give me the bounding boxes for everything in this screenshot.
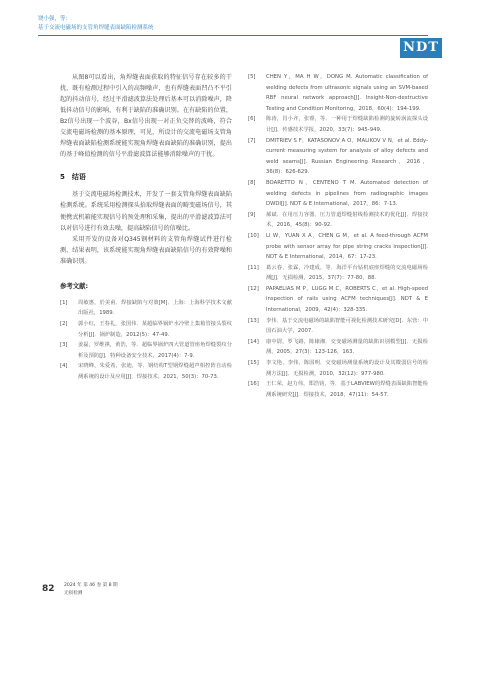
reference-list	[60, 298, 232, 383]
left-column	[60, 72, 232, 383]
reference-text: DMITRIEV S F，KATASONOV A O，MALIKOV V N，et al. Eddy-current measuring system for analysis of alloy defects and weld seams[J]. Russian Engineering Research，2016，36(8)：626-629.	[266, 137, 428, 176]
reference-item	[248, 210, 428, 231]
reference-number: [6]	[248, 116, 256, 123]
reference-list	[248, 72, 428, 400]
reference-number: [8]	[248, 179, 256, 186]
reference-text: PAPAELIAS M P，LUGG M C，ROBERTS C，et al. High-speed inspection of rails using ACFM techniques[J]. NDT & E International，2009，42(4)：328-335.	[266, 285, 428, 314]
reference-number: [15]	[248, 360, 259, 367]
reference-item	[248, 316, 428, 337]
conclusion-paragraph: 采用开发的设备对Q345钢材料的支管角焊缝试件进行检测，结果表明，该系统能实现角焊缝表面缺陷信号的有效降噪和准确识别。	[60, 235, 232, 265]
reference-number: [4]	[60, 363, 68, 370]
reference-text: BOARETTO N，CENTENO T M. Automated detection of welding defects in pipelines from radiographic images DWDI[J]. NDT & E International，2017，86：7-13.	[266, 179, 428, 208]
reference-item	[248, 114, 428, 135]
reference-text: 李伟．基于交流电磁场的缺陷智能可视化检测技术研究[D]．东营：中国石油大学，2007.	[266, 317, 428, 335]
reference-text: 康中尉，罗飞路，陈棣湘．交变磁场测量的缺陷识别模型[J]．无损检测，2005，27(3)：123-126，163.	[266, 338, 428, 356]
page-footer	[42, 583, 118, 596]
reference-number: [16]	[248, 381, 259, 388]
reference-number: [5]	[248, 74, 256, 80]
reference-number: [1]	[60, 299, 68, 306]
reference-text: 王仁荣，赵力伟，郑浩钧，等．基于LABVIEW的焊缝表面缺陷智能检测系统研究[J]．焊接技术，2018，47(11)：54-57.	[266, 381, 428, 398]
reference-number: [9]	[248, 211, 256, 218]
reference-text: 姜磊，罗维祺，黄浩，等．超临界锅炉四大管道管座角焊缝裂纹分析及预防[J]．特种设备安全技术，2017(4)：7-9.	[78, 342, 232, 359]
reference-text: LI W，YUAN X A，CHEN G M，et al. A feed-through ACFM probe with sensor array for pipe string cracks inspection[J]. NDT & E International，2014，67：17-23.	[266, 232, 428, 261]
reference-number: [12]	[248, 285, 259, 292]
reference-item	[248, 72, 428, 114]
reference-item	[248, 136, 428, 178]
header-rule	[38, 35, 428, 36]
running-title: 基于交流电磁场的支管角焊缝表面缺陷检测系统	[38, 25, 154, 31]
reference-item	[248, 337, 428, 358]
reference-item	[60, 319, 232, 340]
reference-number: [2]	[60, 320, 68, 327]
reference-item	[248, 263, 428, 284]
running-authors: 饶小强，等：	[38, 16, 72, 22]
journal-name: 无损检测	[64, 591, 83, 596]
reference-number: [10]	[248, 232, 259, 239]
reference-item	[248, 178, 428, 210]
conclusion-paragraph: 基于交流电磁场检测技术，开发了一套支管角焊缝表面缺陷检测系统。系统采用检测探头拾取焊缝表面的畸变磁场信号，其便携式机箱能实现信号的预处理和采集，提出的平滑滤波算法可以对信号进行有效去噪，提高缺陷信号的信噪比。	[60, 191, 232, 232]
references-heading: 参考文献:	[60, 281, 89, 290]
page-number: 82	[42, 584, 55, 594]
reference-item	[248, 284, 428, 316]
reference-text: 宋晓峰，朱爱希，张迪，等．钢结构T型钢焊缝超声相控阵自动检测系统的设计及应用[J]．焊接技术，2021，50(3)：70-73.	[78, 363, 232, 380]
section-heading: 5 结语	[60, 173, 86, 182]
reference-item	[248, 379, 428, 400]
journal-logo: NDT	[400, 38, 442, 58]
reference-text: 陈涛，肖小齐，张睿，等．一种用于焊缝缺陷检测的旋转涡流探头设计[J]．传感技术学报，2020，33(7)：945-949.	[266, 116, 428, 133]
reference-text: 葛云春，张霖，冷建成，等．海洋平台钻机底座焊缝的交流电磁场检测[J]．无损检测，2015，37(7)：77-80，88.	[266, 264, 428, 282]
right-column	[248, 72, 428, 400]
reference-item	[60, 298, 232, 319]
reference-number: [11]	[248, 264, 259, 271]
reference-number: [7]	[248, 137, 256, 144]
reference-item	[60, 361, 232, 382]
reference-item	[248, 231, 428, 263]
issue-info: 2024 年 第 46 卷 第 8 期	[64, 583, 118, 588]
reference-item	[248, 358, 428, 379]
reference-text: CHEN Y，MA H W，DONG M. Automatic classification of welding defects from ultrasonic signals using an SVM-based RBF neural network approach[J]. Insight-Non-destructive Testing and Condition Monitoring，2018，60(4)：194-199.	[266, 74, 428, 112]
reference-number: [13]	[248, 317, 259, 324]
reference-text: 周敏惠，於美甫．焊接缺陷与对策[M]．上海：上海科学技术文献出版社，1989.	[78, 299, 232, 317]
reference-text: 郭小红，王春礼，张国伟．某超临界锅炉水冷壁上集箱管接头裂纹分析[J]．锅炉制造，2012(5)：47-49.	[78, 320, 232, 338]
reference-text: 李文艳，李伟，陈国明．交变磁场测量系统的设计及其微弱信号的检测方法[J]．无损检测，2010，32(12)：977-980.	[266, 360, 428, 377]
reference-number: [3]	[60, 342, 68, 349]
reference-text: 郝斌．在用压力容器、压力管道焊缝射线检测技术的优化[J]．焊接技术，2016，45(8)：90-92.	[266, 211, 428, 229]
body-paragraph: 从图8可以看出，角焊缝表面获取的特征信号存在较多的干扰，既有检测过程中引入的高频噪声，也有焊缝表面凹凸不平引起的抖动信号，经过平滑滤波算法处理后基本可以消除噪声，降低抖动信号的影响，有利于缺陷的准确识别。在有缺陷的位置，Bz信号出现一个波谷，Bx信号出现一对正负交替的波峰，符合交流电磁场检测的基本原理，可见，所设计的交流电磁场支管角焊缝表面缺陷检测系统能实现角焊缝表面缺陷的准确识别，提出的基于峰值检测的信号平滑滤波算法能够消除噪声的干扰。	[60, 74, 232, 159]
reference-number: [14]	[248, 338, 259, 345]
reference-item	[60, 340, 232, 361]
